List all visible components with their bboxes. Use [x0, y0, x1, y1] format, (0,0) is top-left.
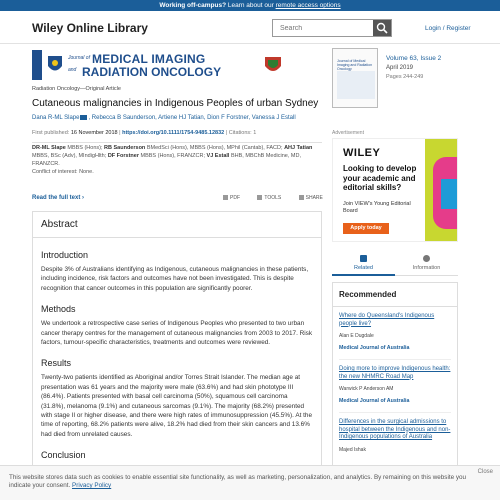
tab-label: Information	[412, 265, 441, 271]
recommended-author: Warwick P Anderson AM	[339, 386, 394, 392]
cookie-close-button[interactable]: Close	[477, 469, 493, 475]
search-icon	[376, 22, 388, 34]
ad-apply-button[interactable]: Apply today	[343, 223, 389, 234]
section-heading: Conclusion	[41, 450, 86, 461]
search-input[interactable]	[273, 20, 375, 36]
gear-icon	[257, 195, 262, 200]
list-item	[333, 307, 457, 360]
site-logo[interactable]: Wiley Online Library	[32, 21, 148, 35]
affil-name: DF Forstner	[107, 152, 139, 159]
search-button[interactable]	[373, 20, 391, 36]
tab-related[interactable]	[332, 250, 395, 276]
issue-pages: Pages 244-249	[386, 74, 424, 80]
recommended-author: Majed Ishak	[339, 446, 366, 453]
list-item	[333, 360, 457, 413]
author-list	[32, 115, 322, 121]
privacy-policy-link[interactable]: Privacy Policy	[72, 482, 112, 490]
email-icon[interactable]	[80, 115, 87, 120]
affil-name: RB Saunderson	[104, 145, 146, 151]
pdf-label: PDF	[230, 195, 240, 201]
conflict-of-interest: Conflict of interest: None.	[32, 169, 94, 175]
related-icon	[360, 255, 367, 262]
ad-decoration	[441, 179, 458, 209]
affil-text: BMedSci (Hons), MBBS (Hons), MPhil (Cantab), FACD;	[145, 145, 285, 151]
issue-date: April 2019	[386, 65, 414, 71]
affil-text: MBBS (Hons), FRANZCR;	[138, 152, 207, 159]
search-box	[272, 19, 392, 37]
section-heading: Methods	[41, 304, 76, 315]
cookie-message: This website stores data such as cookies to enable essential site functionality, as well as marketing, personalization, and analytics. By remaining on this website you indicate your consent.	[9, 474, 466, 490]
author-affiliations	[32, 145, 322, 168]
author-link[interactable]: Dana R-ML Slape	[32, 115, 80, 122]
cookie-text	[9, 474, 489, 490]
recommended-journal-link[interactable]: Medical Journal of Australia	[339, 398, 451, 413]
recommended-title-link[interactable]: Doing more to improve Indigenous health: the new NHMRC Road Map	[339, 366, 451, 380]
first-published-label: First published:	[32, 130, 71, 136]
affil-name: AHJ Tatian	[284, 145, 313, 151]
section-heading: Introduction	[41, 250, 89, 260]
site-header	[0, 11, 500, 44]
section-text: We undertook a retrospective case series of Indigenous Peoples who presented to two urban cancer therapy centres for the management of cutaneous malignancies from 2003 to 2017. Risk factors, tumour-specific characteristics, treatments and outcomes were reviewed.	[41, 320, 313, 347]
recommended-title-link[interactable]: Where do Queensland's Indigenous people live?	[339, 313, 435, 327]
author-links[interactable]: , Rebecca B Saunderson, Artiene HJ Tatian, Dion F Forstner, Vanessa J Estall	[88, 115, 296, 122]
cover-title: Journal of Medical Imaging and Radiation Oncology	[337, 59, 373, 71]
advertisement-label: Advertisement	[332, 130, 364, 136]
advertisement[interactable]	[332, 138, 458, 242]
journal-title-and: and	[68, 67, 77, 73]
affil-text: MBBS (Hons);	[65, 145, 105, 151]
login-register-link[interactable]: Login / Register	[425, 25, 471, 32]
pdf-button[interactable]	[223, 195, 248, 201]
article-type: Radiation Oncology—Original Article	[32, 86, 121, 92]
recommended-heading: Recommended	[333, 283, 457, 307]
abstract-panel	[32, 211, 322, 491]
recommended-author: Alan E Dugdale	[339, 333, 374, 339]
section-text: Despite 3% of Australians identifying as Indigenous, cutaneous malignancies in these patients, including incidence, risk factors and outcomes have not been investigated. This is despite recognition that cancer outcomes in this population are significantly poorer.	[41, 266, 309, 292]
banner-text: Learn about our	[226, 2, 276, 9]
section-heading: Results	[41, 358, 72, 369]
share-label: SHARE	[305, 195, 323, 201]
journal-side-mark	[32, 50, 42, 80]
article-tools	[223, 195, 339, 201]
tools-button[interactable]	[257, 195, 289, 201]
journal-title-line2: RADIATION ONCOLOGY	[82, 65, 222, 79]
tab-label: Related	[354, 265, 373, 271]
cookie-banner	[0, 465, 500, 500]
tab-information[interactable]	[395, 250, 458, 276]
journal-title-line1: MEDICAL IMAGING	[92, 52, 206, 66]
first-published-date: 16 November 2018	[70, 130, 118, 136]
pdf-icon	[223, 195, 228, 200]
affil-text: BHB, MBChB Medicine, MD, FRANZCR.	[32, 152, 301, 167]
crest-emblem-icon	[262, 54, 284, 76]
cover-image	[337, 71, 375, 99]
affil-name: VJ Estall	[206, 152, 230, 159]
list-item	[333, 413, 457, 453]
tools-label: TOOLS	[264, 195, 282, 201]
remote-access-banner	[0, 0, 500, 11]
journal-title-prefix: Journal of	[68, 55, 90, 61]
publication-info: First published: 16 November 2018 | https://doi.org/10.1111/1754-9485.12832 | Citations: 1	[32, 130, 322, 143]
doi-link[interactable]: https://doi.org/10.1111/1754-9485.12832	[122, 130, 225, 136]
banner-lead: Working off-campus?	[159, 2, 227, 9]
remote-access-link[interactable]: remote access options	[275, 2, 341, 9]
affil-name: DR-ML Slape	[32, 145, 66, 151]
article-title: Cutaneous malignancies in Indigenous Peoples of urban Sydney	[32, 98, 319, 109]
recommended-journal-link[interactable]: Medical Journal of Australia	[339, 345, 451, 360]
sidebar-tabs	[332, 250, 458, 276]
issue-link[interactable]: Volume 63, Issue 2	[386, 55, 442, 62]
read-full-text-link[interactable]	[32, 195, 84, 201]
chevron-right-icon: ›	[82, 195, 85, 201]
info-icon	[423, 255, 430, 262]
share-button[interactable]	[299, 195, 331, 201]
journal-cover[interactable]	[332, 48, 378, 108]
affil-text: MBBS, BSc (Adv), MIndigHlth;	[32, 152, 108, 159]
ad-brand: WILEY	[343, 147, 381, 159]
recommended-title-link[interactable]: Differences in the surgical admissions to hospital between the Indigenous and non-Indigenous populations of Australia	[339, 419, 451, 440]
abstract-heading: Abstract	[33, 219, 321, 238]
share-icon	[299, 195, 304, 200]
college-emblem-icon	[46, 54, 64, 76]
citations-count[interactable]: Citations: 1	[228, 130, 257, 136]
section-text: Twenty-two patients identified as Aboriginal and/or Torres Strait Islander. The median age at presentation was 61 years and the majority were male (63.6%) and had skin phototype III (86.4%). Patients presented with basal cell carcinoma (50%), squamous cell carcinoma (31.8%), melanoma (9.1%) and cutaneous sarcomas (9.1%). The majority (68.2%) presented with stage II or higher disease, and there were high rates of immunosuppression (45.5%). At the time of reporting, 68.2% patients were alive, 18.2% had died from their skin cancers and 13.6% had died from unrelated causes.	[41, 374, 313, 438]
ad-headline: Looking to develop your academic and editorial skills?	[343, 164, 417, 192]
ad-subtext: Join VIEW's Young Editorial Board	[343, 201, 411, 214]
journal-banner[interactable]	[32, 50, 320, 80]
read-full-text-label: Read the full text	[32, 195, 81, 201]
